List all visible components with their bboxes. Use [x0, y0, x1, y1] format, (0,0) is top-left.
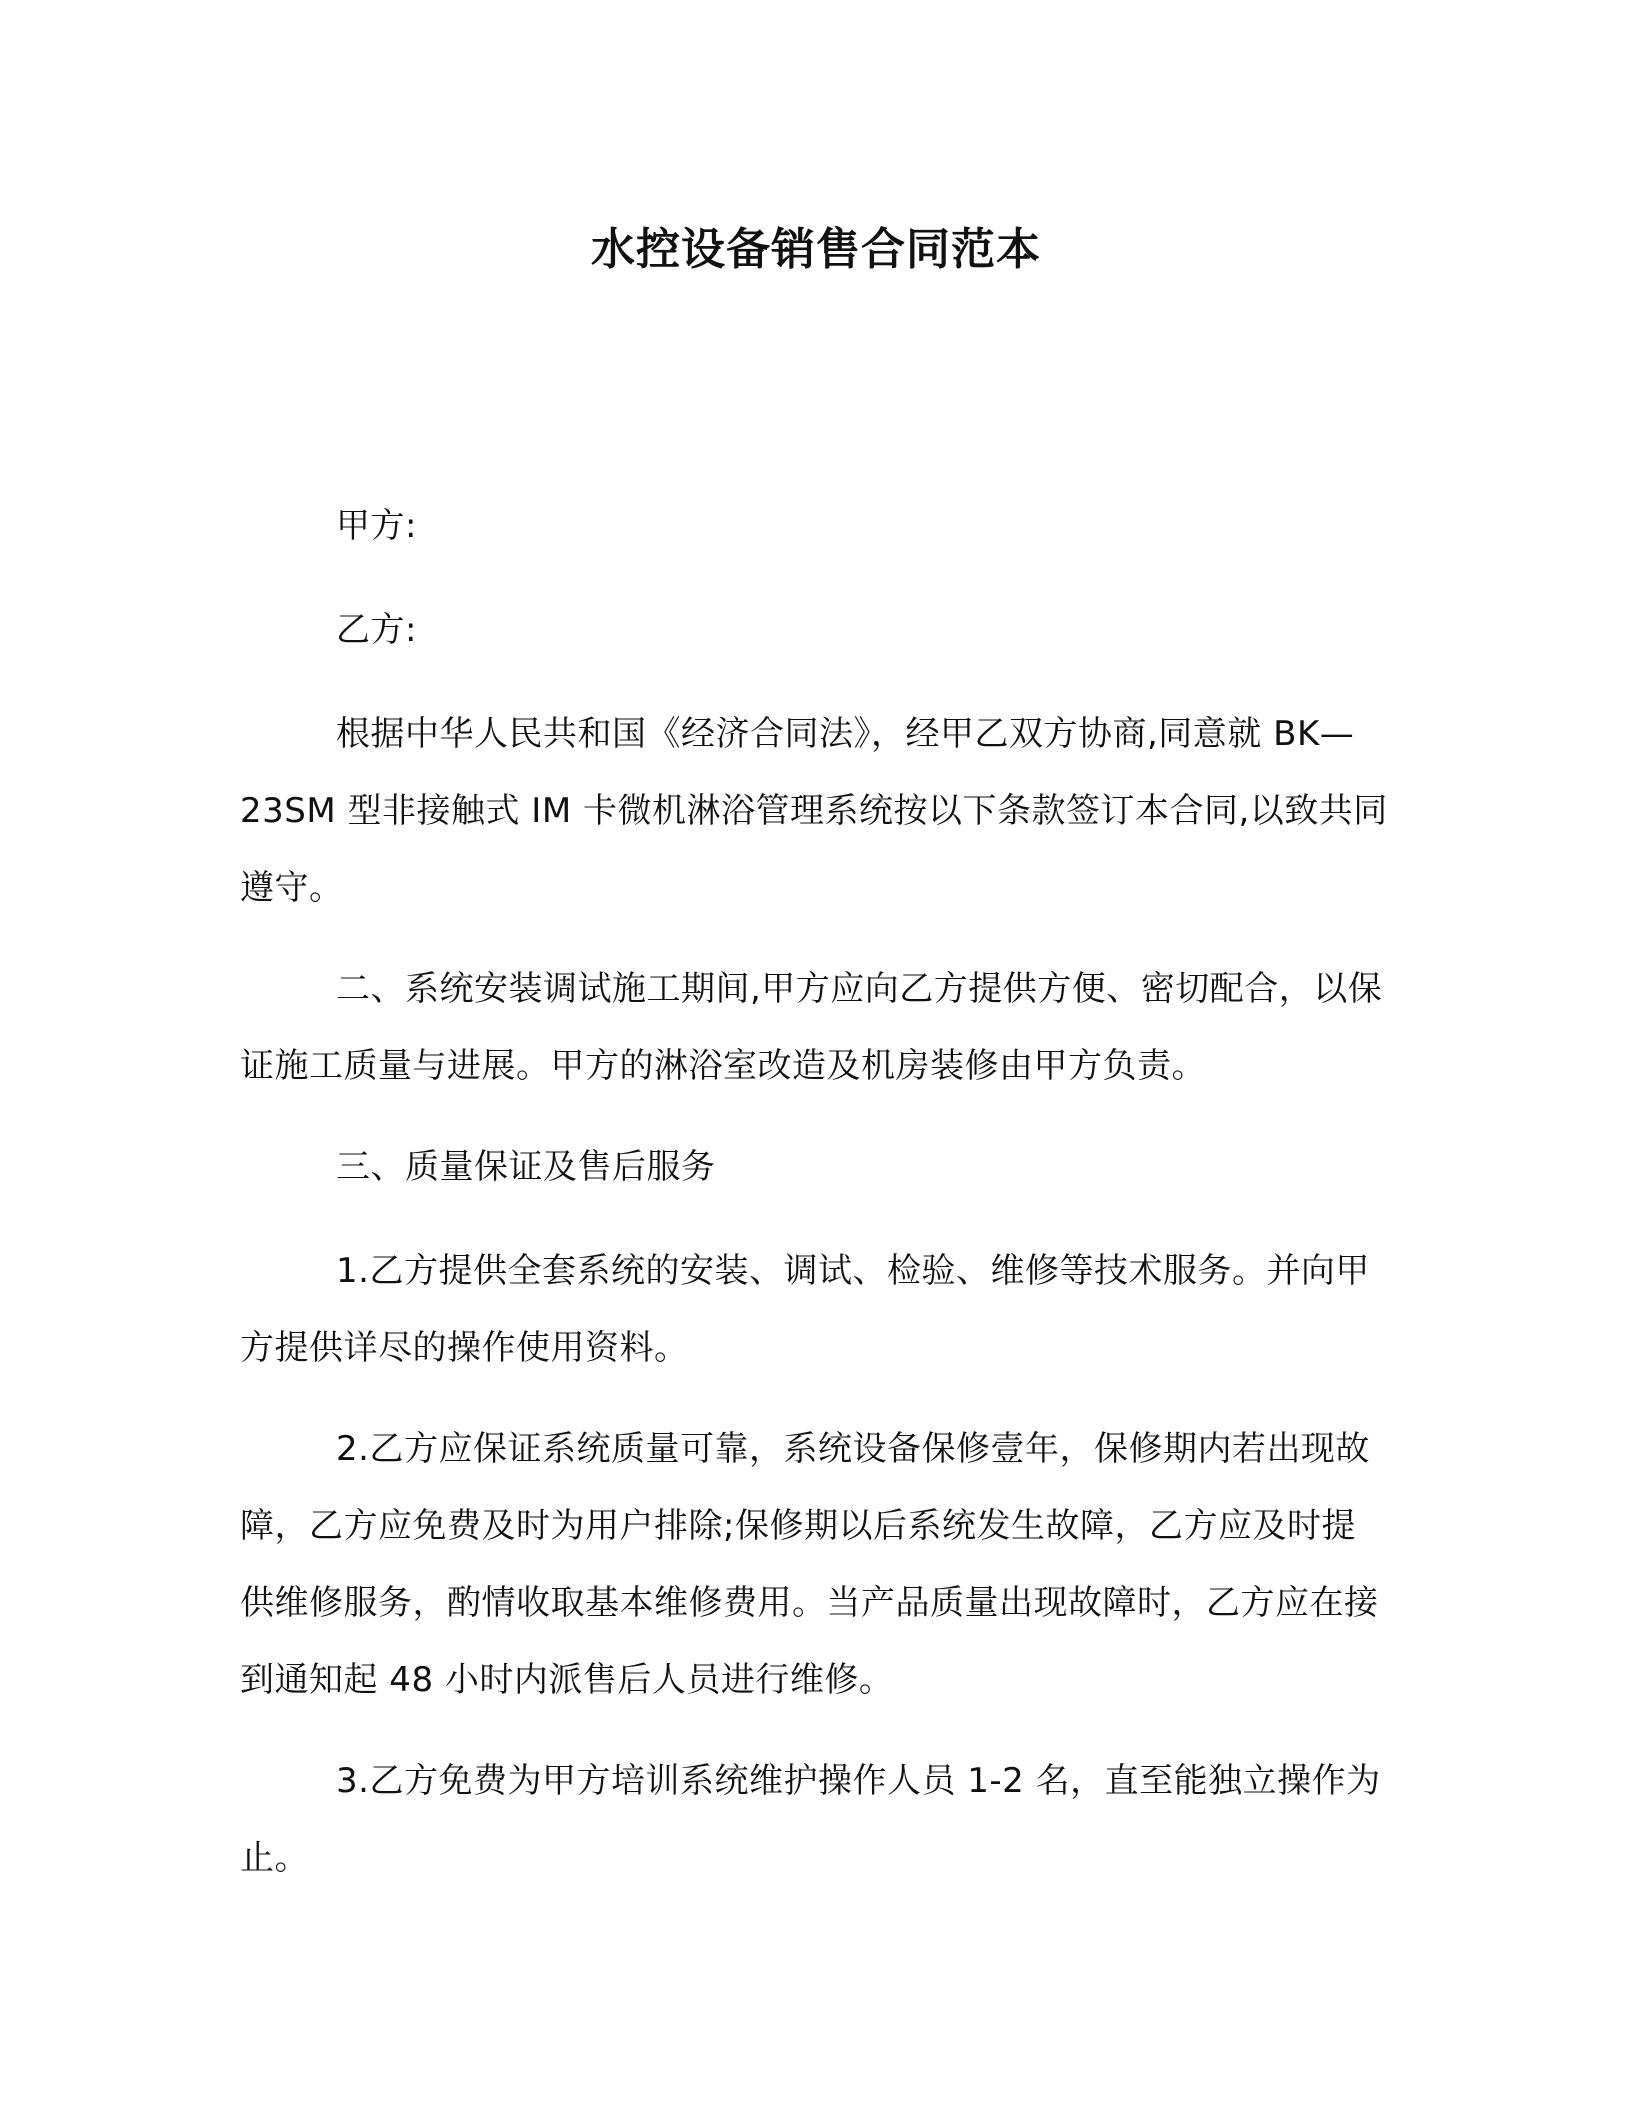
- clause-three-item-1: 1.乙方提供全套系统的安装、调试、检验、维修等技术服务。并向甲方提供详尽的操作使用资料。: [240, 1251, 1370, 1368]
- preamble-paragraph: 根据中华人民共和国《经济合同法》，经甲乙双方协商,同意就 BK—23SM 型非接触式 IM 卡微机淋浴管理系统按以下条款签订本合同,以致共同遵守。: [240, 714, 1388, 908]
- clause-three-item-2: 2.乙方应保证系统质量可靠，系统设备保修壹年，保修期内若出现故障，乙方应免费及时为用户排除;保修期以后系统发生故障，乙方应及时提供维修服务，酌情收取基本维修费用。当产品质量出现故障时，乙方应在接到通知起 48 小时内派售后人员进行维修。: [240, 1429, 1379, 1700]
- party-b-line: 乙方:: [336, 610, 417, 650]
- party-a-line: 甲方:: [336, 506, 417, 546]
- clause-three-item-3: 3.乙方免费为甲方培训系统维护操作人员 1-2 名，直至能独立操作为止。: [240, 1761, 1381, 1878]
- document-title: 水控设备销售合同范本: [591, 224, 1041, 275]
- clause-two-paragraph: 二、系统安装调试施工期间,甲方应向乙方提供方便、密切配合，以保证施工质量与进展。甲方的淋浴室改造及机房装修由甲方负责。: [240, 969, 1383, 1086]
- clause-three-heading: 三、质量保证及售后服务: [336, 1147, 716, 1187]
- document-body: [240, 488, 1390, 1921]
